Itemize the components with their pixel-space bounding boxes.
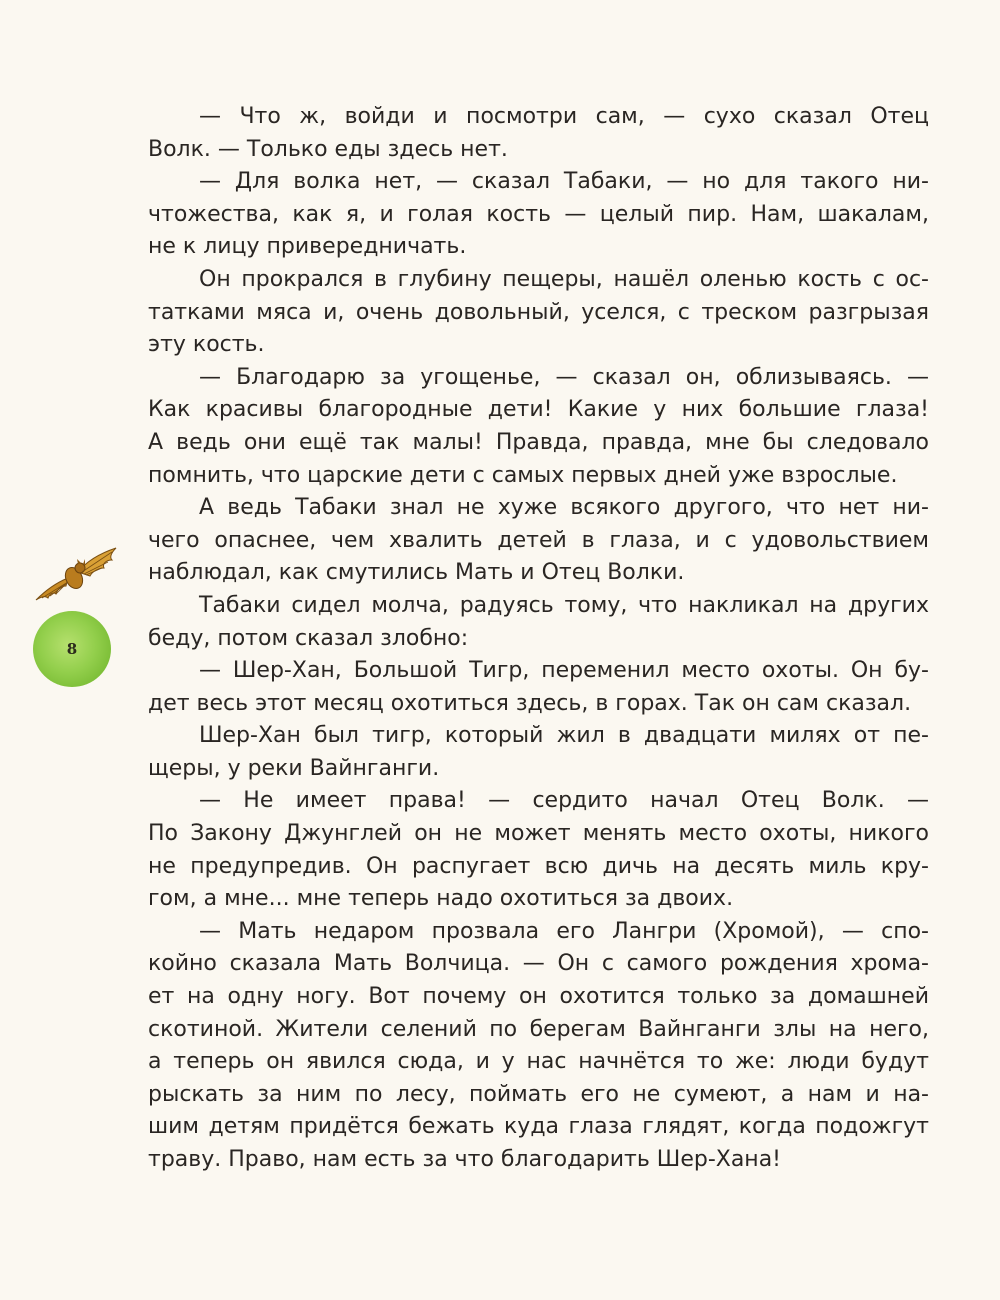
text-line: койно сказала Мать Волчица. — Он с самого рождения хрома- [148,951,929,977]
text-line: а теперь он явился сюда, и у нас начнётся то же: люди будут [148,1049,929,1075]
text-line: не предупредив. Он распугает всю дичь на десять миль кру- [148,853,929,879]
text-line: Он прокрался в глубину пещеры, нашёл оленью кость с ос- [199,266,929,292]
text-line: чтожества, как я, и голая кость — целый пир. Нам, шакалам, [148,201,929,227]
story-text [148,101,929,1177]
text-line: наблюдал, как смутились Мать и Отец Волки. [148,560,685,586]
text-line: А ведь Табаки знал не хуже всякого другого, что нет ни- [199,495,929,521]
text-line: траву. Право, нам есть за что благодарить Шер-Хана! [148,1147,781,1172]
text-line: татками мяса и, очень довольный, уселся, с треском разгрызая [148,299,929,325]
text-line: беду, потом сказал злобно: [148,625,469,651]
paragraph [148,492,929,590]
text-line: помнить, что царские дети с самых первых дней уже взрослые. [148,462,898,488]
paragraph [148,916,929,1177]
text-line: А ведь они ещё так малы! Правда, правда, мне бы следовало [148,429,929,455]
paragraph [148,264,929,362]
text-line: — Для волка нет, — сказал Табаки, — но для такого ни- [199,169,929,195]
text-line: Шер-Хан был тигр, который жил в двадцати милях от пе- [199,723,929,749]
text-line: чего опаснее, чем хвалить детей в глаза, и с удовольствием [148,527,929,553]
paragraph [148,655,929,720]
text-line: шим детям придётся бежать куда глаза глядят, когда подожгут [148,1114,929,1140]
paragraph [148,362,929,492]
text-line: эту кость. [148,332,265,358]
paragraph [148,785,929,915]
text-line: Как красивы благородные дети! Какие у них большие глаза! [148,397,929,423]
text-line: — Шер-Хан, Большой Тигр, переменил место охоты. Он бу- [199,658,929,684]
text-line: дет весь этот месяц охотиться здесь, в горах. Так он сам сказал. [148,690,912,716]
text-line: скотиной. Жители селений по берегам Вайнганги злы на него, [148,1016,929,1042]
paragraph [148,590,929,655]
text-line: не к лицу привередничать. [148,234,467,260]
text-line: рыскать за ним по лесу, поймать его не сумеют, а нам и на- [148,1081,929,1107]
paragraph [148,166,929,264]
page-number: 8 [66,640,78,658]
text-line: — Что ж, войди и посмотри сам, — сухо сказал Отец [199,104,929,129]
text-line: — Не имеет права! — сердито начал Отец Волк. — [199,788,929,814]
text-line: гом, а мне... мне теперь надо охотиться за двоих. [148,886,734,912]
text-line: Табаки сидел молча, радуясь тому, что накликал на других [199,592,929,618]
text-line: — Мать недаром прозвала его Лангри (Хромой), — спо- [199,918,929,944]
bat-icon [28,538,120,608]
text-line: ет на одну ногу. Вот почему он охотится только за домашней [148,984,929,1010]
paragraph [148,720,929,785]
paragraph [148,101,929,166]
text-line: По Закону Джунглей он не может менять место охоты, никого [148,821,929,847]
text-line: Волк. — Только еды здесь нет. [148,136,508,162]
text-line: щеры, у реки Вайнганги. [148,755,440,781]
page-number-badge [33,611,111,687]
text-line: — Благодарю за угощенье, — сказал он, облизываясь. — [199,364,929,390]
